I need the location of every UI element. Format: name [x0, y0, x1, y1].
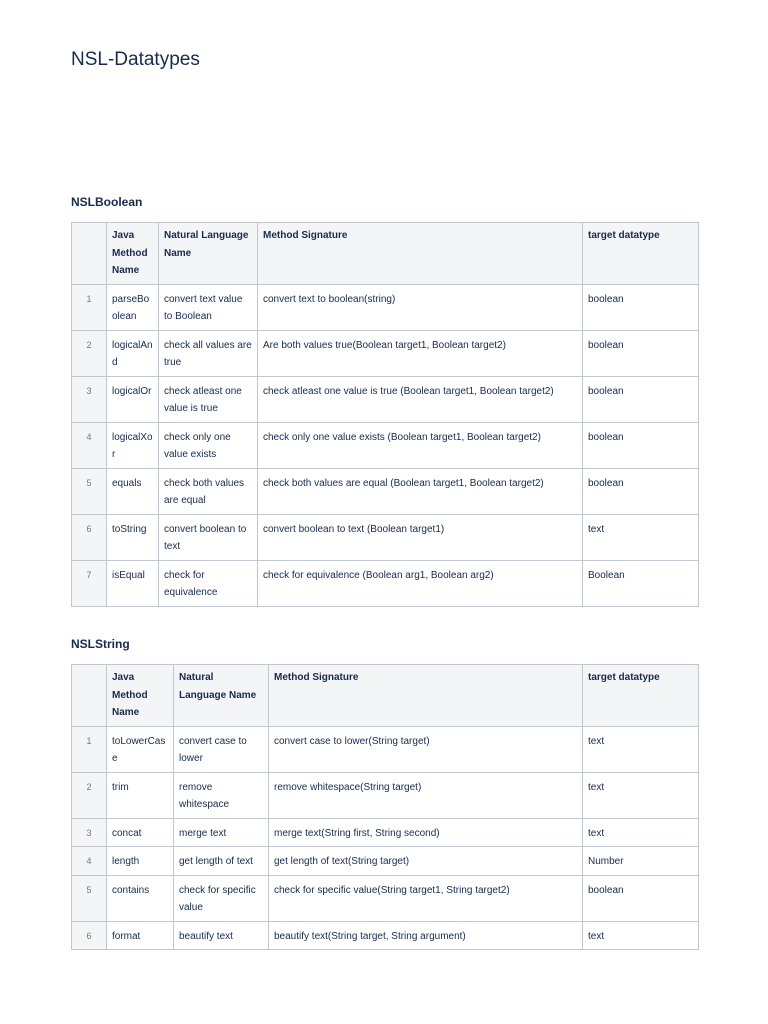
row-number: 4 [72, 422, 107, 468]
java-method-name-cell: logicalOr [107, 376, 159, 422]
natural-language-name-cell: remove whitespace [174, 772, 269, 818]
section-title-nslstring: NSLString [71, 637, 130, 651]
table-row [72, 726, 699, 772]
natural-language-name-cell: check both values are equal [159, 468, 258, 514]
natural-language-name-cell: get length of text [174, 847, 269, 876]
natural-language-name-cell: convert boolean to text [159, 514, 258, 560]
target-datatype-cell: boolean [583, 875, 699, 921]
natural-language-name-cell: check only one value exists [159, 422, 258, 468]
table-header-row [72, 223, 699, 285]
table-row [72, 376, 699, 422]
method-signature-cell: convert case to lower(String target) [269, 726, 583, 772]
row-number: 6 [72, 921, 107, 950]
table-row [72, 818, 699, 847]
table-row [72, 514, 699, 560]
header-index [72, 665, 107, 727]
header-natural-language-name: Natural Language Name [174, 665, 269, 727]
method-signature-cell: merge text(String first, String second) [269, 818, 583, 847]
row-number: 2 [72, 330, 107, 376]
natural-language-name-cell: check for equivalence [159, 560, 258, 606]
header-target-datatype: target datatype [583, 665, 699, 727]
table-row [72, 422, 699, 468]
nslstring-table [71, 664, 699, 950]
java-method-name-cell: parseBoolean [107, 284, 159, 330]
method-signature-cell: get length of text(String target) [269, 847, 583, 876]
header-method-signature: Method Signature [258, 223, 583, 285]
row-number: 5 [72, 875, 107, 921]
method-signature-cell: check for specific value(String target1, String target2) [269, 875, 583, 921]
target-datatype-cell: Number [583, 847, 699, 876]
method-signature-cell: Are both values true(Boolean target1, Boolean target2) [258, 330, 583, 376]
table-header-row [72, 665, 699, 727]
table-row [72, 468, 699, 514]
natural-language-name-cell: beautify text [174, 921, 269, 950]
java-method-name-cell: isEqual [107, 560, 159, 606]
header-index [72, 223, 107, 285]
target-datatype-cell: boolean [583, 284, 699, 330]
java-method-name-cell: equals [107, 468, 159, 514]
header-target-datatype: target datatype [583, 223, 699, 285]
java-method-name-cell: toString [107, 514, 159, 560]
java-method-name-cell: length [107, 847, 174, 876]
java-method-name-cell: toLowerCase [107, 726, 174, 772]
method-signature-cell: check for equivalence (Boolean arg1, Boolean arg2) [258, 560, 583, 606]
natural-language-name-cell: merge text [174, 818, 269, 847]
natural-language-name-cell: convert text value to Boolean [159, 284, 258, 330]
table-row [72, 921, 699, 950]
java-method-name-cell: concat [107, 818, 174, 847]
target-datatype-cell: text [583, 726, 699, 772]
table-row [72, 284, 699, 330]
method-signature-cell: check only one value exists (Boolean target1, Boolean target2) [258, 422, 583, 468]
row-number: 3 [72, 376, 107, 422]
row-number: 5 [72, 468, 107, 514]
method-signature-cell: beautify text(String target, String argument) [269, 921, 583, 950]
row-number: 4 [72, 847, 107, 876]
natural-language-name-cell: check all values are true [159, 330, 258, 376]
table-row [72, 875, 699, 921]
java-method-name-cell: contains [107, 875, 174, 921]
nslboolean-table [71, 222, 699, 607]
target-datatype-cell: boolean [583, 330, 699, 376]
target-datatype-cell: boolean [583, 376, 699, 422]
target-datatype-cell: text [583, 772, 699, 818]
header-natural-language-name: Natural Language Name [159, 223, 258, 285]
header-java-method-name: Java Method Name [107, 223, 159, 285]
header-java-method-name: Java Method Name [107, 665, 174, 727]
natural-language-name-cell: check atleast one value is true [159, 376, 258, 422]
target-datatype-cell: text [583, 514, 699, 560]
row-number: 2 [72, 772, 107, 818]
target-datatype-cell: boolean [583, 468, 699, 514]
section-title-nslboolean: NSLBoolean [71, 195, 143, 209]
page-title: NSL-Datatypes [71, 49, 200, 70]
target-datatype-cell: Boolean [583, 560, 699, 606]
java-method-name-cell: logicalXor [107, 422, 159, 468]
natural-language-name-cell: check for specific value [174, 875, 269, 921]
method-signature-cell: remove whitespace(String target) [269, 772, 583, 818]
method-signature-cell: convert boolean to text (Boolean target1) [258, 514, 583, 560]
java-method-name-cell: logicalAnd [107, 330, 159, 376]
method-signature-cell: check atleast one value is true (Boolean target1, Boolean target2) [258, 376, 583, 422]
header-method-signature: Method Signature [269, 665, 583, 727]
table-row [72, 772, 699, 818]
table-row [72, 847, 699, 876]
table-row [72, 560, 699, 606]
row-number: 3 [72, 818, 107, 847]
target-datatype-cell: text [583, 818, 699, 847]
method-signature-cell: check both values are equal (Boolean target1, Boolean target2) [258, 468, 583, 514]
row-number: 6 [72, 514, 107, 560]
java-method-name-cell: trim [107, 772, 174, 818]
target-datatype-cell: boolean [583, 422, 699, 468]
row-number: 1 [72, 284, 107, 330]
natural-language-name-cell: convert case to lower [174, 726, 269, 772]
target-datatype-cell: text [583, 921, 699, 950]
table-row [72, 330, 699, 376]
row-number: 7 [72, 560, 107, 606]
row-number: 1 [72, 726, 107, 772]
method-signature-cell: convert text to boolean(string) [258, 284, 583, 330]
java-method-name-cell: format [107, 921, 174, 950]
